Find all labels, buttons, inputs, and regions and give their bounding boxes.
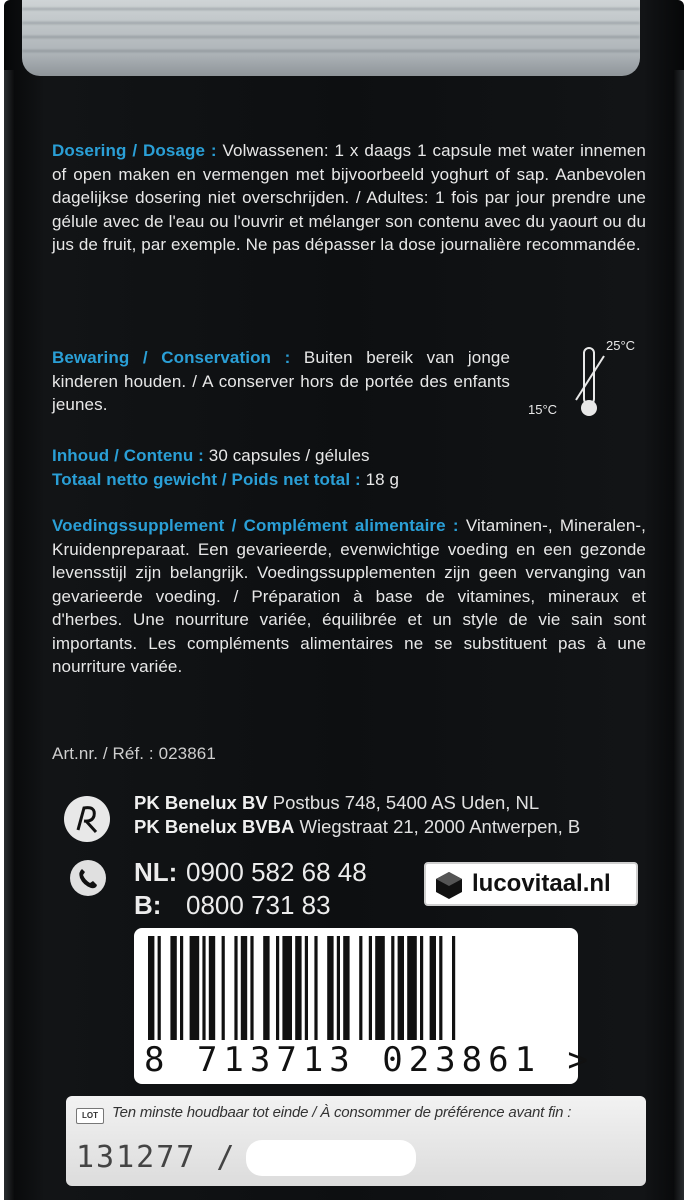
brand-badge [424,862,638,906]
dosage-text: Volwassenen: 1 x daags 1 capsule met water innemen of open maken en vermengen met bijvoorbeeld yoghurt of sap. Aanbevolen dagelijkse dosering niet overschrijden. / Adultes: 1 fois par jour prendre une gélule avec de l'eau ou l'ouvrir et mélanger son contenu avec du yaourt ou du jus de fruit, par exemple. Ne pas dépasser la dose journalière recommandée. [52,141,646,254]
thermometer-icon [570,342,630,422]
temperature-indicator [526,338,646,428]
company-be-address: Wiegstraat 21, 2000 Antwerpen, B [294,816,581,837]
weight-text: 18 g [360,469,400,489]
lot-number: 131277 / [76,1140,237,1175]
box-edge-left [4,70,14,1200]
temp-high: 25°C [606,338,636,353]
best-before-text: Ten minste houdbaar tot einde / À consommer de préférence avant fin : [112,1104,572,1121]
phone-nl [134,857,367,887]
supplement-paragraph [52,514,646,679]
company-be-name: PK Benelux BVBA [134,816,295,837]
barcode-number: 8 713713 023861 > [144,1040,594,1080]
contents-text: 30 capsules / gélules [203,446,370,465]
company-nl-address: Postbus 748, 5400 AS Uden, NL [267,792,540,813]
temp-low: 15°C [528,402,558,417]
phone-be [134,890,331,920]
dosage-label: Dosering / Dosage : [52,141,217,160]
lot-panel [66,1096,646,1186]
supplement-label: Voedingssupplement / Complément alimentaire : [52,516,459,535]
redacted-date [246,1140,416,1176]
supplement-text: Vitaminen-, Mineralen-, Kruidenpreparaat. Een gevarieerde, evenwichtige voeding en een gezonde levensstijl zijn belangrijk. Voedingssupplementen zijn geen vervanging van gevarieerde voeding. / Préparation à base de vitamines, mineraux et d'herbes. Une nourriture variée, équilibrée et un style de vie sain sont importants. Les compléments alimentaires ne se substituent pas à une nourriture variée. [52,516,646,676]
phone-icon [70,860,106,896]
storage-label: Bewaring / Conservation : [52,348,291,367]
top-label-strip [22,0,640,76]
phone-nl-number: 0900 582 68 48 [186,857,367,887]
storage-text: Buiten bereik van jonge kinderen houden. / A conserver hors de portée des enfants jeunes. [52,348,510,414]
company-nl-name: PK Benelux BV [134,792,268,813]
cube-icon [434,870,464,900]
address-be [134,815,580,839]
contents-label: Inhoud / Contenu : [52,446,204,465]
phone-nl-key: NL: [134,857,178,887]
storage-paragraph [52,346,510,417]
contents-paragraph [52,444,646,491]
brand-name: lucovitaal.nl [472,870,611,897]
dosage-paragraph [52,139,646,257]
phone-be-key: B: [134,890,162,920]
box-edge-right [674,70,684,1200]
lot-badge: LOT [76,1108,104,1124]
weight-label: Totaal netto gewicht / Poids net total : [52,469,361,489]
barcode-panel [134,928,594,1084]
article-number: Art.nr. / Réf. : 023861 [52,744,216,763]
pk-logo-icon [64,796,110,842]
address-nl [134,791,539,815]
barcode-icon [148,936,564,1040]
phone-be-number: 0800 731 83 [186,890,331,920]
